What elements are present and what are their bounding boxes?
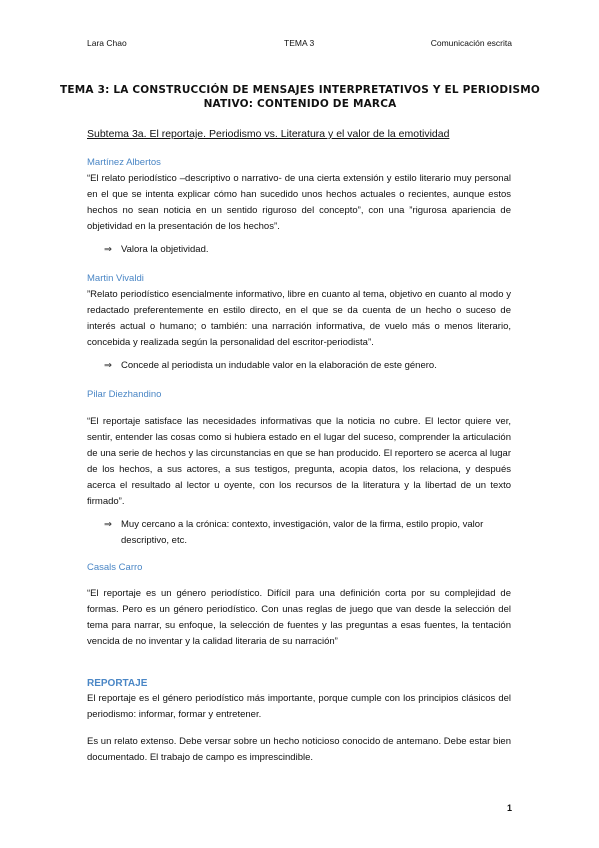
note-bullet (104, 358, 511, 374)
page-number: 1 (506, 803, 512, 813)
author-name: Martin Vivaldi (87, 273, 144, 284)
author-quote: ”Relato periodístico esencialmente informativo, libre en cuanto al tema, objetivo en cuanto al modo y redactado preferentemente en estilo directo, en el que se da cuenta de un hecho o suceso de interés actual o humano; o también: una narración informativa, de vuelo más o menos literario, concebida y realizada según la personalidad del escritor-periodista”. (87, 289, 511, 348)
body-paragraph: El reportaje es el género periodístico más importante, porque cumple con los principios clásicos del periodismo: informar, formar y entretener. (87, 693, 511, 720)
author-quote: “El relato periodístico –descriptivo o narrativo- de una cierta extensión y estilo literario muy personal en el que se intenta explicar cómo han sucedido unos hechos actuales o recientes, aunque estos hechos no sean noticia en un sentido riguroso del concepto”, con una ”rigurosa apariencia de objetividad en la presentación de los hechos”. (87, 173, 511, 232)
note-bullet (104, 242, 511, 258)
author-name: Pilar Diezhandino (87, 389, 162, 400)
section-heading: REPORTAJE (87, 678, 148, 689)
arrow-icon: ⇒ (104, 360, 112, 371)
note-text: Valora la objetividad. (121, 244, 209, 255)
subtopic-heading: Subtema 3a. El reportaje. Periodismo vs. Literatura y el valor de la emotividad (87, 128, 450, 140)
header-course: Comunicación escrita (430, 38, 512, 48)
author-quote: “El reportaje satisface las necesidades informativas que la noticia no cubre. El lector quiere ver, sentir, entender las cosas como si hubiera estado en el lugar del suceso, comprender la articulación de una serie de hechos y las circunstancias en que se han producido. El reportero se acerca al lugar de los hechos, a sus actores, a sus testigos, pregunta, acopia datos, los relaciona, y después acerca el resultado al lector u oyente, con los recursos de la literatura y la libertad de un texto firmado”. (87, 416, 511, 507)
arrow-icon: ⇒ (104, 244, 112, 255)
author-name: Casals Carro (87, 562, 143, 573)
note-text: Muy cercano a la crónica: contexto, investigación, valor de la firma, estilo propio, valor descriptivo, etc. (121, 519, 484, 546)
header-topic: TEMA 3 (284, 38, 315, 48)
document-title: TEMA 3: LA CONSTRUCCIÓN DE MENSAJES INTERPRETATIVOS Y EL PERIODISMO NATIVO: CONTENIDO DE MARCA (60, 84, 540, 110)
note-bullet (104, 517, 511, 549)
author-name: Martínez Albertos (87, 157, 161, 168)
note-text: Concede al periodista un indudable valor en la elaboración de este género. (121, 360, 437, 371)
arrow-icon: ⇒ (104, 519, 112, 530)
body-paragraph: Es un relato extenso. Debe versar sobre un hecho noticioso conocido de antemano. Debe estar bien documentado. El trabajo de campo es imprescindible. (87, 736, 511, 763)
author-quote: “El reportaje es un género periodístico. Difícil para una definición corta por su complejidad de formas. Pero es un género periodístico. Con unas reglas de juego que van desde la selección del tema para narrar, su enfoque, la selección de fuentes y las preguntas a esas fuentes, la tentación vencida de no inventar y la calidad literaria de su narración” (87, 588, 511, 647)
header-author: Lara Chao (87, 38, 127, 48)
